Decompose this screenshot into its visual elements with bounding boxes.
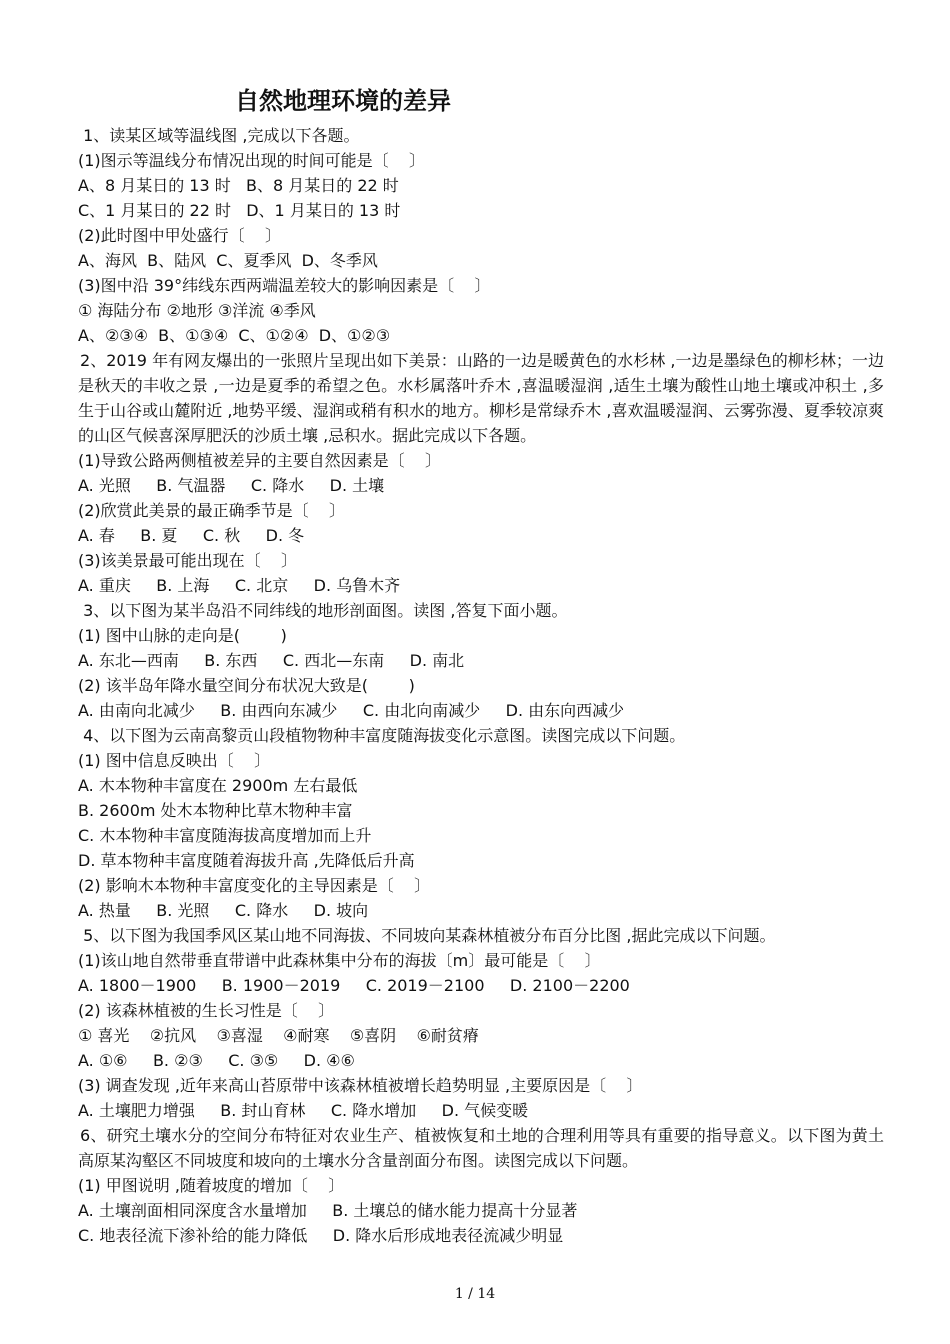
q6-sub1-options-ab: A. 土壤剖面相同深度含水量增加 B. 土壤总的储水能力提高十分显著 — [78, 1201, 578, 1220]
q4-intro: 4、以下图为云南高黎贡山段植物物种丰富度随海拔变化示意图。读图完成以下问题。 — [78, 726, 686, 745]
q4-sub2: (2) 影响木本物种丰富度变化的主导因素是〔 〕 — [78, 876, 431, 895]
page-number: 1 / 14 — [454, 1286, 496, 1302]
q5-sub2: (2) 该森林植被的生长习性是〔 〕 — [78, 1001, 335, 1020]
q3-intro: 3、以下图为某半岛沿不同纬线的地形剖面图。读图 ,答复下面小题。 — [78, 601, 568, 620]
q5-sub2-options: A. ①⑥ B. ②③ C. ③⑤ D. ④⑥ — [78, 1051, 355, 1070]
q3-sub2-options: A. 由南向北减少 B. 由西向东减少 C. 由北向南减少 D. 由东向西减少 — [78, 701, 625, 720]
document-body — [78, 123, 884, 1248]
q3-sub1-options: A. 东北—西南 B. 东西 C. 西北—东南 D. 南北 — [78, 651, 465, 670]
q5-sub1-options: A. 1800－1900 B. 1900－2019 C. 2019－2100 D. 2100－2200 — [78, 976, 630, 995]
q1-sub3-options: A、②③④ B、①③④ C、①②④ D、①②③ — [78, 326, 391, 345]
q2-sub1-options: A. 光照 B. 气温器 C. 降水 D. 土壤 — [78, 476, 385, 495]
q4-sub1-option-a: A. 木本物种丰富度在 2900m 左右最低 — [78, 776, 358, 795]
q3-sub1: (1) 图中山脉的走向是( ) — [78, 626, 287, 645]
q4-sub2-options: A. 热量 B. 光照 C. 降水 D. 坡向 — [78, 901, 369, 920]
q5-intro: 5、以下图为我国季风区某山地不同海拔、不同坡向某森林植被分布百分比图 ,据此完成以下问题。 — [78, 926, 776, 945]
q5-sub2-habits: ① 喜光 ②抗风 ③喜湿 ④耐寒 ⑤喜阴 ⑥耐贫瘠 — [78, 1026, 479, 1045]
q2-intro-paragraph: 2、2019 年有网友爆出的一张照片呈现出如下美景：山路的一边是暖黄色的水杉林 ,一边是墨绿色的柳杉林；一边是秋天的丰收之景 ,一边是夏季的希望之色。水杉属落叶乔木 ,喜温暖湿润 ,适生土壤为酸性山地土壤或冲积土 ,多生于山谷或山麓附近 ,地势平缓、湿润或稍有积水的地方。柳杉是常绿乔木 ,喜欢温暖湿润、云雾弥漫、夏季较凉爽的山区气候喜深厚肥沃的沙质土壤 ,忌积水。据此完成以下各题。 — [78, 351, 884, 445]
q2-sub3: (3)该美景最可能出现在〔 〕 — [78, 551, 298, 570]
q1-sub1-options-cd: C、1 月某日的 22 时 D、1 月某日的 13 时 — [78, 201, 401, 220]
q4-sub1-option-b: B. 2600m 处木本物种比草木物种丰富 — [78, 801, 353, 820]
q2-sub1: (1)导致公路两侧植被差异的主要自然因素是〔 〕 — [78, 451, 442, 470]
q6-sub1: (1) 甲图说明 ,随着坡度的增加〔 〕 — [78, 1176, 345, 1195]
q4-sub1-option-d: D. 草本物种丰富度随着海拔升高 ,先降低后升高 — [78, 851, 415, 870]
q1-sub2-options: A、海风 B、陆风 C、夏季风 D、冬季风 — [78, 251, 378, 270]
q1-sub3: (3)图中沿 39°纬线东西两端温差较大的影响因素是〔 〕 — [78, 276, 491, 295]
q5-sub1: (1)该山地自然带垂直带谱中此森林集中分布的海拔〔m〕最可能是〔 〕 — [78, 951, 601, 970]
q6-intro-paragraph: 6、研究土壤水分的空间分布特征对农业生产、植被恢复和土地的合理利用等具有重要的指导意义。以下图为黄土高原某沟壑区不同坡度和坡向的土壤水分含量剖面分布图。读图完成以下问题。 — [78, 1126, 884, 1170]
q1-sub1: (1)图示等温线分布情况出现的时间可能是〔 〕 — [78, 151, 426, 170]
q5-sub3-options: A. 土壤肥力增强 B. 封山育林 C. 降水增加 D. 气候变暖 — [78, 1101, 529, 1120]
document-title: 自然地理环境的差异 — [235, 87, 451, 115]
q1-sub1-options-ab: A、8 月某日的 13 时 B、8 月某日的 22 时 — [78, 176, 399, 195]
q4-sub1-option-c: C. 木本物种丰富度随海拔高度增加而上升 — [78, 826, 372, 845]
q4-sub1: (1) 图中信息反映出〔 〕 — [78, 751, 271, 770]
q5-sub3: (3) 调查发现 ,近年来高山苔原带中该森林植被增长趋势明显 ,主要原因是〔 〕 — [78, 1076, 643, 1095]
q2-sub3-options: A. 重庆 B. 上海 C. 北京 D. 乌鲁木齐 — [78, 576, 401, 595]
q2-sub2: (2)欣赏此美景的最正确季节是〔 〕 — [78, 501, 346, 520]
q1-intro: 1、读某区域等温线图 ,完成以下各题。 — [78, 126, 360, 145]
q3-sub2: (2) 该半岛年降水量空间分布状况大致是( ) — [78, 676, 415, 695]
q2-sub2-options: A. 春 B. 夏 C. 秋 D. 冬 — [78, 526, 305, 545]
q6-sub1-options-cd: C. 地表径流下渗补给的能力降低 D. 降水后形成地表径流减少明显 — [78, 1226, 564, 1245]
q1-sub3-factors: ① 海陆分布 ②地形 ③洋流 ④季风 — [78, 301, 316, 320]
q1-sub2: (2)此时图中甲处盛行〔 〕 — [78, 226, 282, 245]
